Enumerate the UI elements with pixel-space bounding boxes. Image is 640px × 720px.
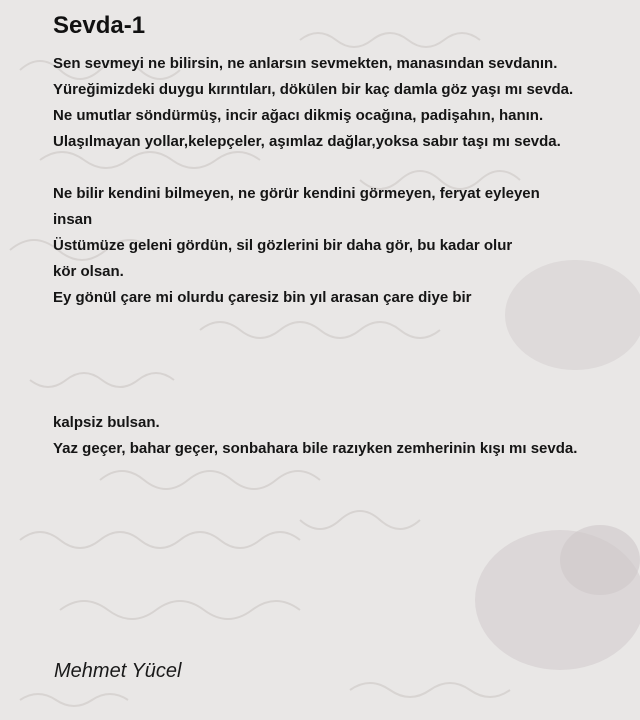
poem-line: Yaz geçer, bahar geçer, sonbahara bile razıyken zemherinin kışı mı sevda.	[53, 440, 578, 457]
poem-title: Sevda-1	[53, 12, 146, 39]
author-name: Mehmet Yücel	[54, 660, 182, 682]
stanza-3	[53, 410, 577, 462]
poem-line: kalpsiz bulsan.	[53, 414, 160, 431]
poem-line: Ne umutlar söndürmüş, incir ağacı dikmiş ocağına, padişahın, hanın.	[53, 107, 544, 124]
poem-line: Sen sevmeyi ne bilirsin, ne anlarsın sevmekten, manasından sevdanın.	[53, 55, 558, 72]
poem-line: Üstümüze geleni gördün, sil gözlerini bir daha gör, bu kadar olur	[53, 237, 513, 254]
poem-line: Ulaşılmayan yollar,kelepçeler, aşımlaz dağlar,yoksa sabır taşı mı sevda.	[53, 133, 561, 150]
poem-line: kör olsan.	[53, 263, 124, 280]
stanza-1	[53, 51, 573, 155]
poem-line: Ey gönül çare mi olurdu çaresiz bin yıl arasan çare diye bir	[53, 289, 472, 306]
stanza-2	[53, 181, 540, 311]
poem-line: Ne bilir kendini bilmeyen, ne görür kendini görmeyen, feryat eyleyen	[53, 185, 540, 202]
poem-line: Yüreğimizdeki duygu kırıntıları, dökülen bir kaç damla göz yaşı mı sevda.	[53, 81, 574, 98]
poem-line: insan	[53, 211, 93, 228]
